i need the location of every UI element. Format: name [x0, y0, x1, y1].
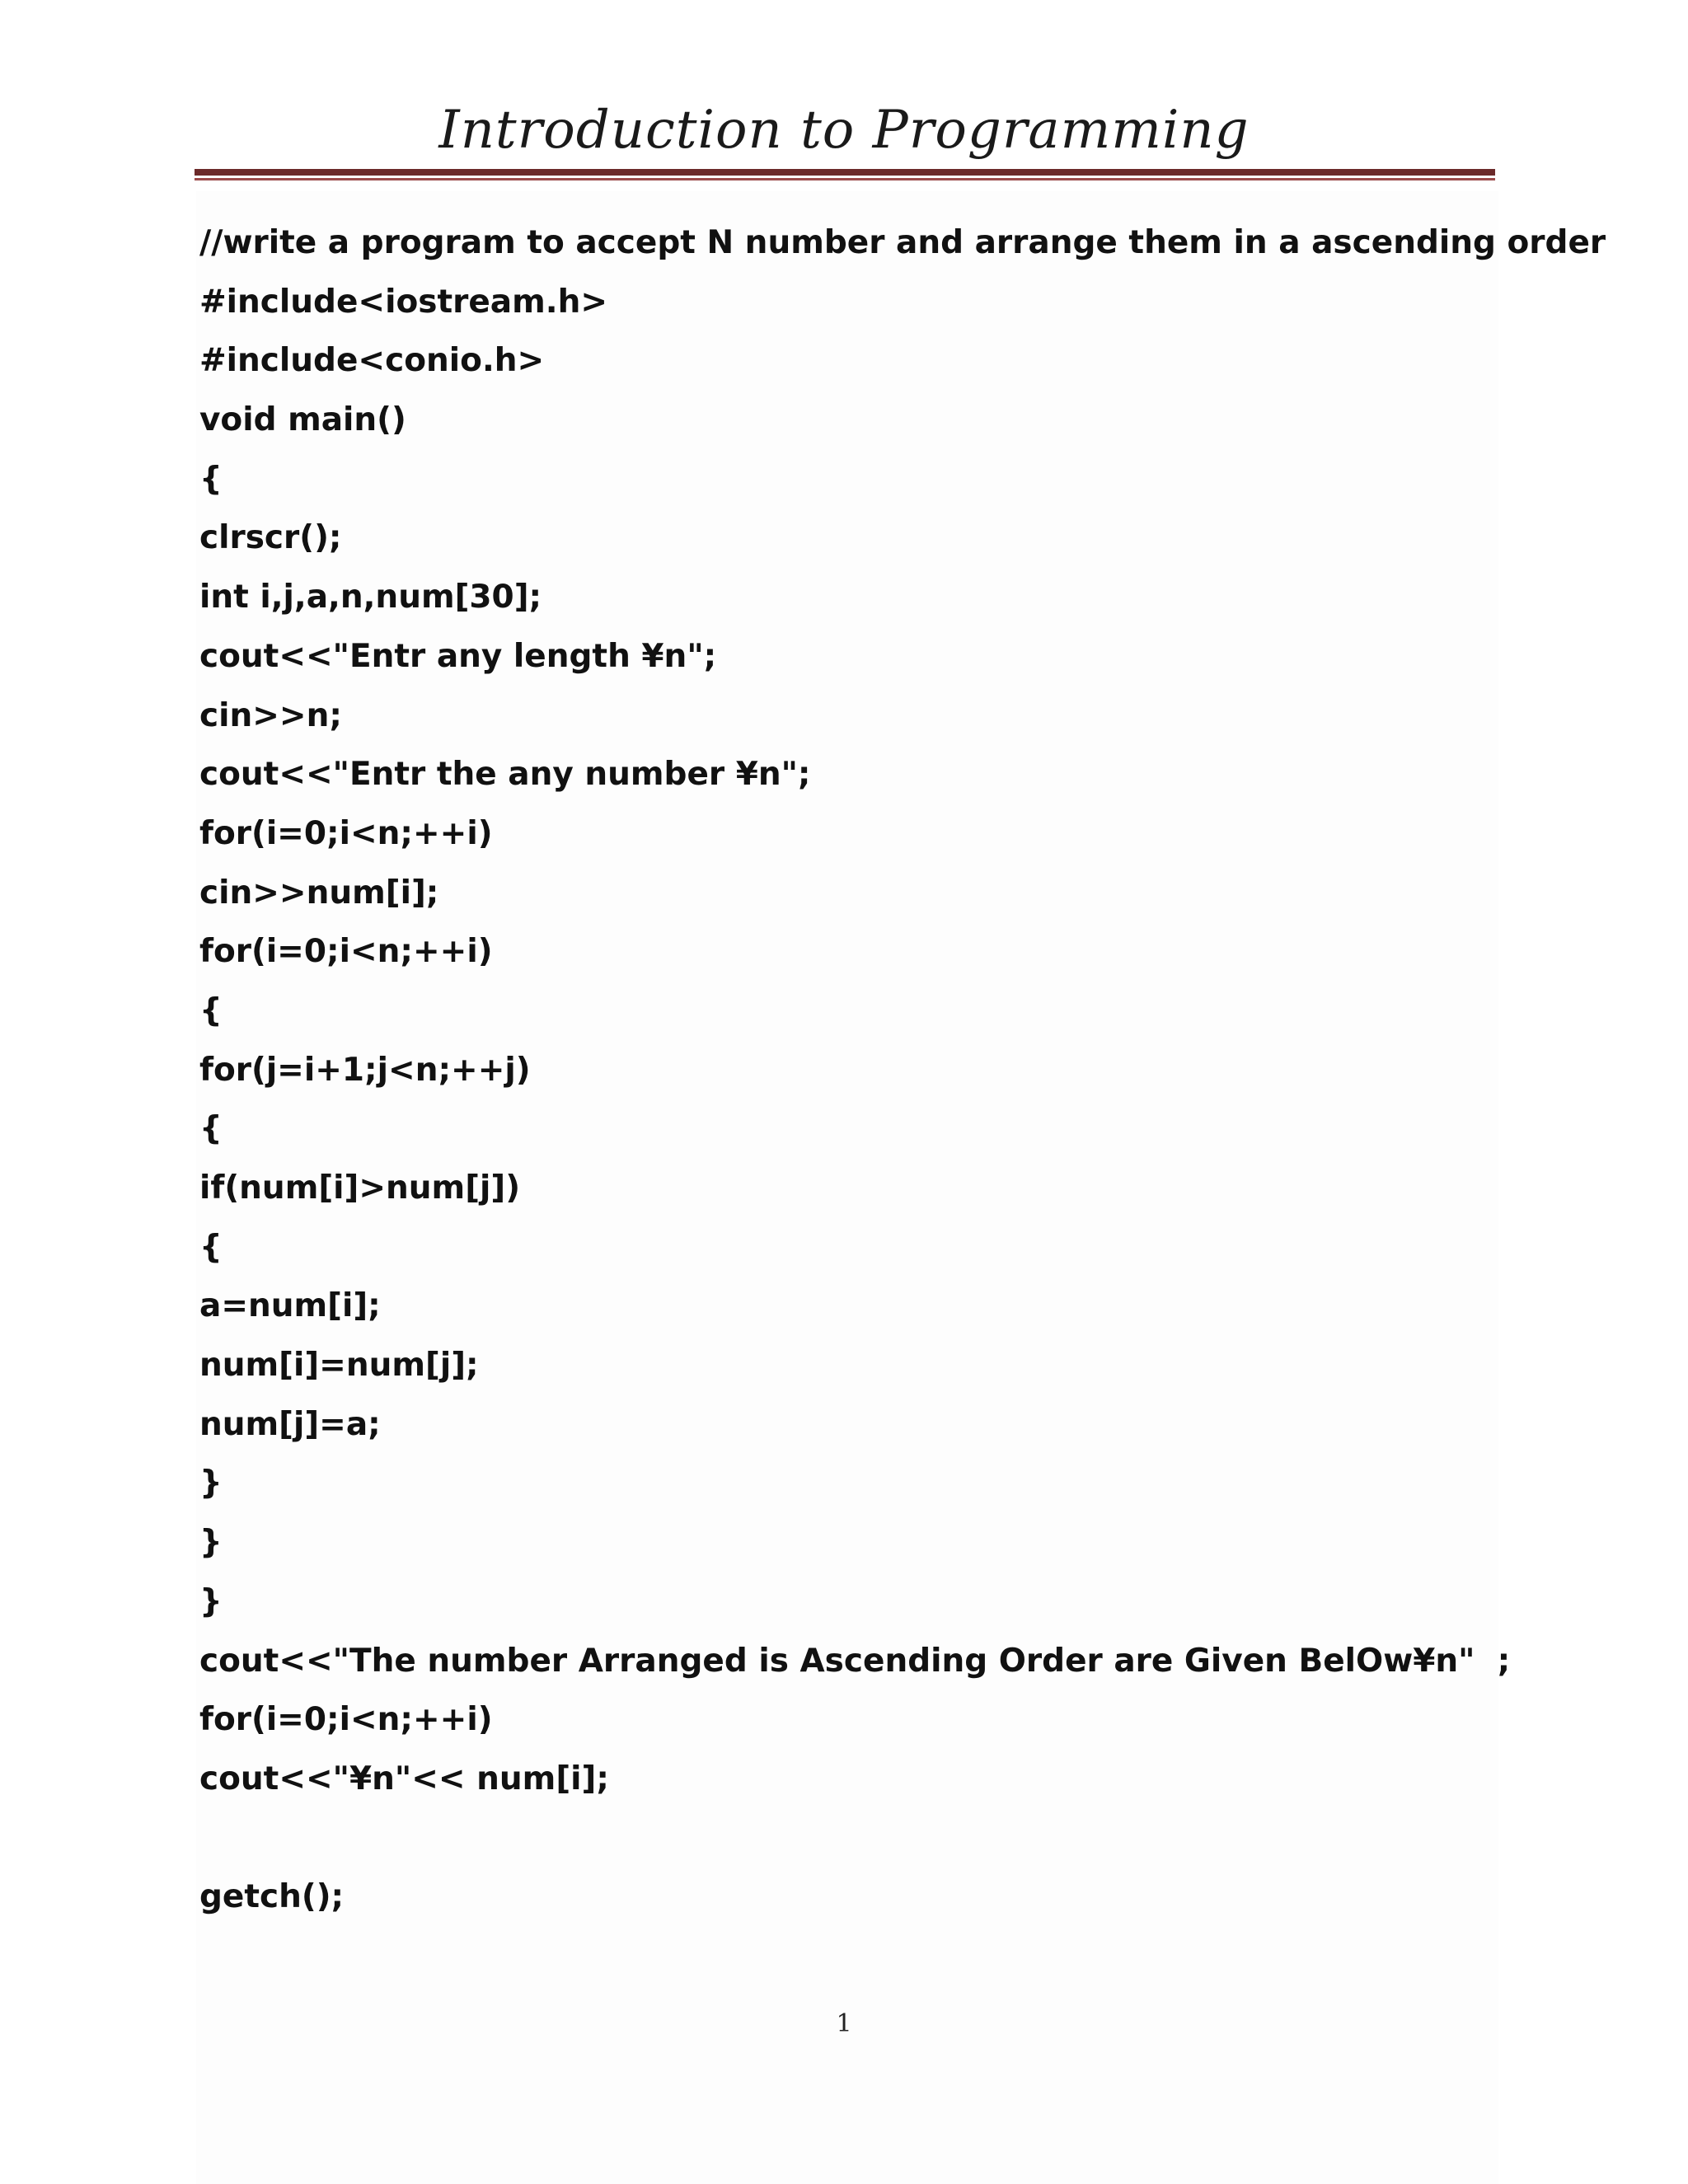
- code-line: for(i=0;i<n;++i): [199, 814, 493, 852]
- code-line: for(i=0;i<n;++i): [199, 933, 493, 971]
- code-line: #include<iostream.h>: [199, 283, 608, 321]
- code-line: cin>>n;: [199, 696, 342, 734]
- code-line: cout<<"Entr any length ¥n";: [199, 637, 717, 675]
- code-line: #include<conio.h>: [199, 342, 545, 380]
- code-line: for(i=0;i<n;++i): [199, 1701, 493, 1739]
- code-line: cout<<"The number Arranged is Ascending Order are Given BelOw¥n" ;: [199, 1642, 1511, 1680]
- code-line: clrscr();: [199, 519, 342, 557]
- page-header-title: Introduction to Programming: [438, 100, 1250, 161]
- code-line: num[i]=num[j];: [199, 1347, 479, 1385]
- header-rule-thick: [195, 169, 1495, 176]
- code-line: {: [199, 991, 223, 1029]
- code-line: num[j]=a;: [199, 1405, 381, 1443]
- code-line: {: [199, 460, 223, 498]
- page-number: 1: [836, 2009, 852, 2038]
- code-line: }: [199, 1582, 223, 1620]
- code-line: }: [199, 1524, 223, 1562]
- code-line: if(num[i]>num[j]): [199, 1169, 521, 1207]
- header-rule-thin: [195, 178, 1495, 180]
- code-line: }: [199, 1465, 223, 1502]
- code-line: {: [199, 1228, 223, 1266]
- code-line: cin>>num[i];: [199, 874, 439, 912]
- code-listing: [199, 216, 1606, 1929]
- code-line: //write a program to accept N number and arrange them in a ascending order: [199, 224, 1606, 261]
- code-line: for(j=i+1;j<n;++j): [199, 1051, 531, 1089]
- code-line: int i,j,a,n,num[30];: [199, 579, 542, 616]
- code-line: cout<<"¥n"<< num[i];: [199, 1760, 609, 1797]
- code-line-blank: [199, 1811, 1485, 1871]
- code-line: {: [199, 1110, 223, 1148]
- code-line: cout<<"Entr the any number ¥n";: [199, 756, 811, 794]
- code-line: void main(): [199, 401, 406, 439]
- code-line: a=num[i];: [199, 1287, 381, 1325]
- code-line: getch();: [199, 1878, 345, 1916]
